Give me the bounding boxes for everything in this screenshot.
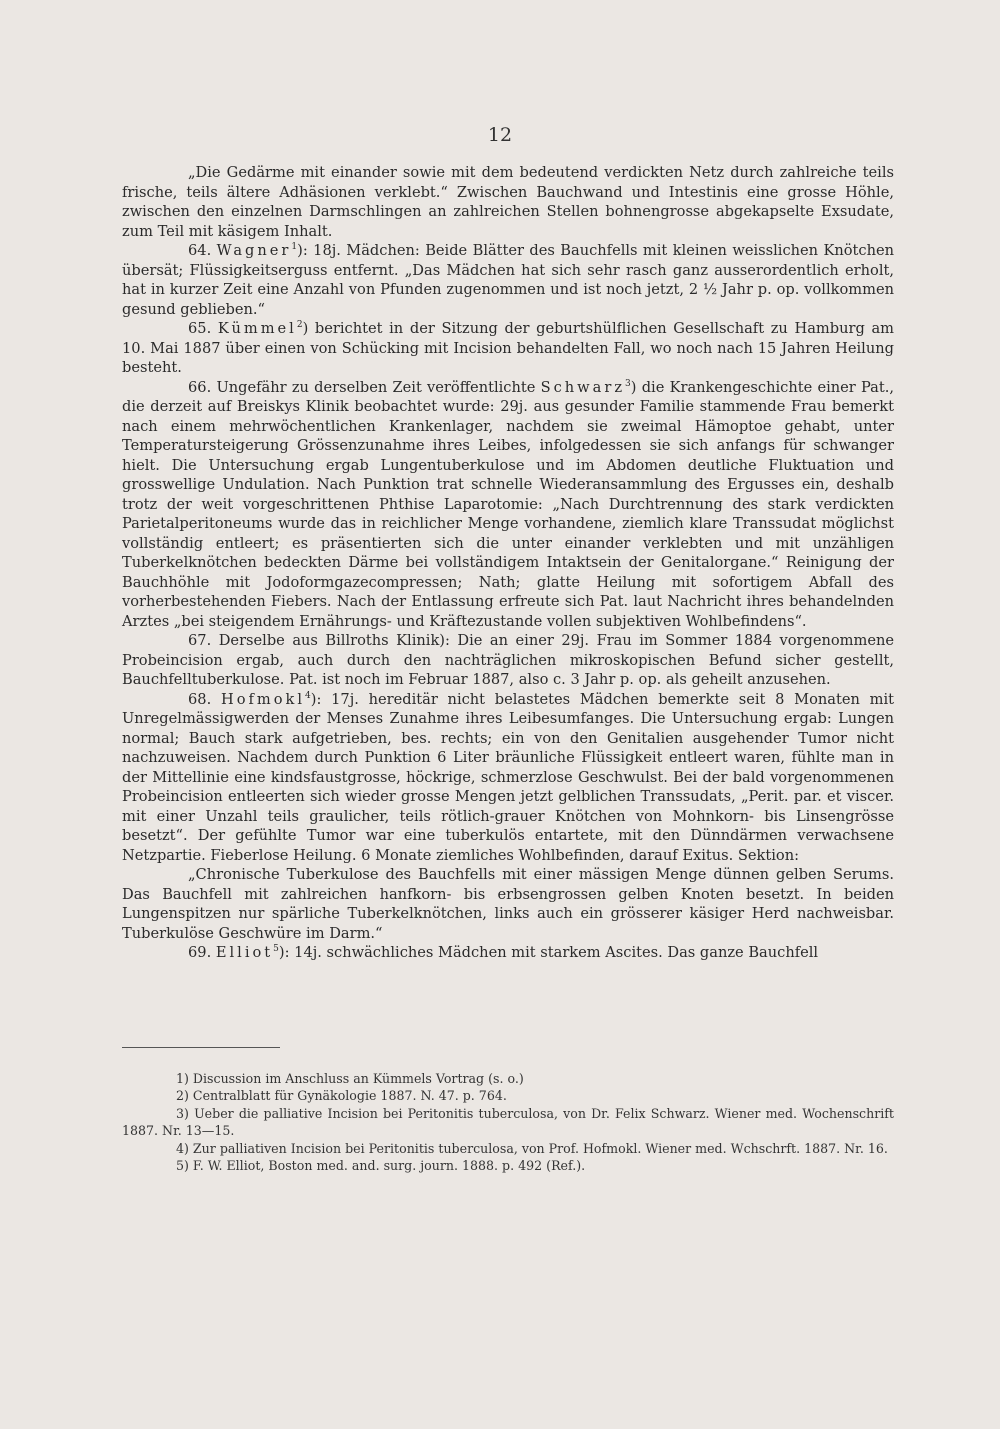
footnote: 4) Zur palliativen Incision bei Peritonitis tuberculosa, von Prof. Hofmokl. Wiener med. Wchschrft. 1887. Nr. 16. — [176, 1140, 888, 1156]
paragraph-text: ) berichtet in der Sitzung der geburtshülflichen Gesellschaft zu Hamburg am 10. Mai 1887 über einen von Schücking mit Incision behandelten Fall, wo noch nach 15 Jahren Heilung besteht. — [122, 320, 894, 376]
author-name: Schwarz — [540, 378, 626, 396]
footnote-ref: 2 — [296, 320, 303, 330]
paragraph-text: ): 14j. schwächliches Mädchen mit starkem Ascites. Das ganze Bauchfell — [278, 944, 819, 961]
footnote-ref: 5 — [273, 944, 279, 954]
paragraph-case-64 — [122, 241, 894, 319]
paragraph-text: „Die Gedärme mit einander sowie mit dem bedeutend verdickten Netz durch zahlreiche teils frische, teils ältere Adhäsionen verklebt.“ Zwischen Bauchwand und Intestinis eine grosse Höhle, zwischen den einzelnen Darmschlingen an zahlreichen Stellen bohnengrosse abgekapselte Exsudate, zum Teil mit käsigem Inhalt. — [122, 164, 894, 240]
paragraph-text: „Chronische Tuberkulose des Bauchfells mit einer mässigen Menge dünnen gelben Serums. Das Bauchfell mit zahlreichen hanfkorn- bis erbsengrossen gelben Knoten besetzt. In beiden Lungenspitzen nur spärliche Tuberkelknötchen, links auch ein grösserer käsiger Herd nachweisbar. Tuberkulöse Geschwüre im Darm.“ — [122, 866, 894, 942]
case-number: 69. — [188, 944, 212, 961]
page-number: 12 — [487, 124, 513, 146]
paragraph-case-66 — [122, 378, 894, 632]
paragraph-text: ) die Krankengeschichte einer Pat., die derzeit auf Breiskys Klinik beobachtet wurde: 29j. aus gesunder Familie stammende Frau bemerkt nach einem mehrwöchentlichen Krankenlager, nachdem sie zweimal Hämoptoe gehabt, unter Temperatursteigerung Grössenzunahme ihres Leibes, infolgedessen sie sich anfangs für schwanger hielt. Die Untersuchung ergab Lungentuberkulose und im Abdomen deutliche Fluktuation und grosswellige Undulation. Nach Punktion trat schnelle Wiederansammlung des Ergusses ein, deshalb trotz der weit vorgeschrittenen Phthise Laparotomie: „Nach Durchtrennung des stark verdickten Parietalperitoneums wurde das in reichlicher Menge vorhandene, ziemlich klare Transsudat möglichst vollständig entleert; es präsentierten sich die unter einander verklebten und mit unzähligen Tuberkelknötchen bedeckten Därme bei vollständigem Intaktsein der Genitalorgane.“ Reinigung der Bauchhöhle mit Jodoformgazecompressen; Nath; glatte Heilung mit sofortigem Abfall des vorherbestehenden Fiebers. Nach der Entlassung erfreute sich Pat. laut Nachricht ihres behandelnden Arztes „bei steigendem Ernährungs- und Kräftezustande vollen subjektiven Wohlbefindens“. — [122, 378, 894, 630]
author-name: Elliot — [215, 944, 274, 961]
author-name: Hofmokl — [220, 690, 306, 708]
footnote-ref: 3 — [625, 378, 631, 389]
footnote: 5) F. W. Elliot, Boston med. and. surg. journ. 1888. p. 492 (Ref.). — [176, 1158, 586, 1174]
case-number: 65. — [188, 320, 212, 337]
paragraph-text: Derselbe aus Billroths Klinik): Die an einer 29j. Frau im Sommer 1884 vorgenommene Probeincision ergab, auch durch den nachträglichen mikroskopischen Befund sicher gestellt, Bauchfelltuberkulose. Pat. ist noch im Februar 1887, also c. 3 Jahr p. op. als geheilt anzusehen. — [122, 632, 895, 688]
paragraph-case-68 — [122, 690, 894, 866]
paragraph-case-69 — [122, 943, 894, 963]
footnote: 3) Ueber die palliative Incision bei Peritonitis tuberculosa, von Dr. Felix Schwarz. Wiener med. Wochenschrift 1887. Nr. 13—15. — [122, 1105, 894, 1139]
paragraph-case-65 — [122, 319, 894, 378]
footnote-ref: 1 — [291, 242, 298, 252]
paragraph-text: ): 17j. hereditär nicht belastetes Mädchen bemerkte seit 8 Monaten mit Unregelmässigwerden der Menses Zunahme ihres Leibesumfanges. Die Untersuchung ergab: Lungen normal; Bauch stark aufgetrieben, bes. rechts; ein von den Genitalien ausgehender Tumor nicht nachzuweisen. Nachdem durch Punktion 6 Liter bräunliche Flüssigkeit entleert waren, fühlte man in der Mittellinie eine kindsfaustgrosse, höckrige, schmerzlose Geschwulst. Bei der bald vorgenommenen Probeincision entleerten sich wieder grosse Mengen jetzt gelblichen Transsudats, „Perit. par. et viscer. mit einer Unzahl teils graulicher, teils rötlich-grauer Knötchen von Mohnkorn- bis Linsengrösse besetzt“. Der gefühlte Tumor war eine tuberkulös entartete, mit den Dünndärmen verwachsene Netzpartie. Fieberlose Heilung. 6 Monate ziemliches Wohlbefinden, darauf Exitus. Sektion: — [122, 690, 894, 864]
case-number: 64. — [188, 242, 212, 259]
footnotes — [122, 1070, 894, 1174]
case-number: 67. — [188, 632, 212, 649]
footnote: 1) Discussion im Anschluss an Kümmels Vortrag (s. o.) — [176, 1071, 524, 1086]
author-name: Kümmel — [217, 320, 297, 337]
paragraph — [122, 163, 894, 241]
paragraph-text: Ungefähr zu derselben Zeit veröffentlichte — [216, 378, 541, 396]
case-number: 66. — [188, 378, 212, 396]
paragraph-text: ): 18j. Mädchen: Beide Blätter des Bauchfells mit kleinen weisslichen Knötchen übersät; Flüssigkeitserguss entfernt. „Das Mädchen hat sich sehr rasch ganz ausserordentlich erholt, hat in kurzer Zeit eine Anzahl von Pfunden zugenommen und ist noch jetzt, 2 ½ Jahr p. op. vollkommen gesund geblieben.“ — [122, 242, 895, 318]
author-name: Wagner — [216, 242, 292, 259]
case-number: 68. — [188, 690, 212, 708]
footnote-ref: 4 — [305, 690, 311, 701]
footnote-divider — [122, 1047, 280, 1048]
body-text — [122, 163, 894, 963]
paragraph-quote — [122, 865, 894, 943]
footnote: 2) Centralblatt für Gynäkologie 1887. N. 47. p. 764. — [176, 1088, 507, 1104]
paragraph-case-67 — [122, 631, 894, 690]
